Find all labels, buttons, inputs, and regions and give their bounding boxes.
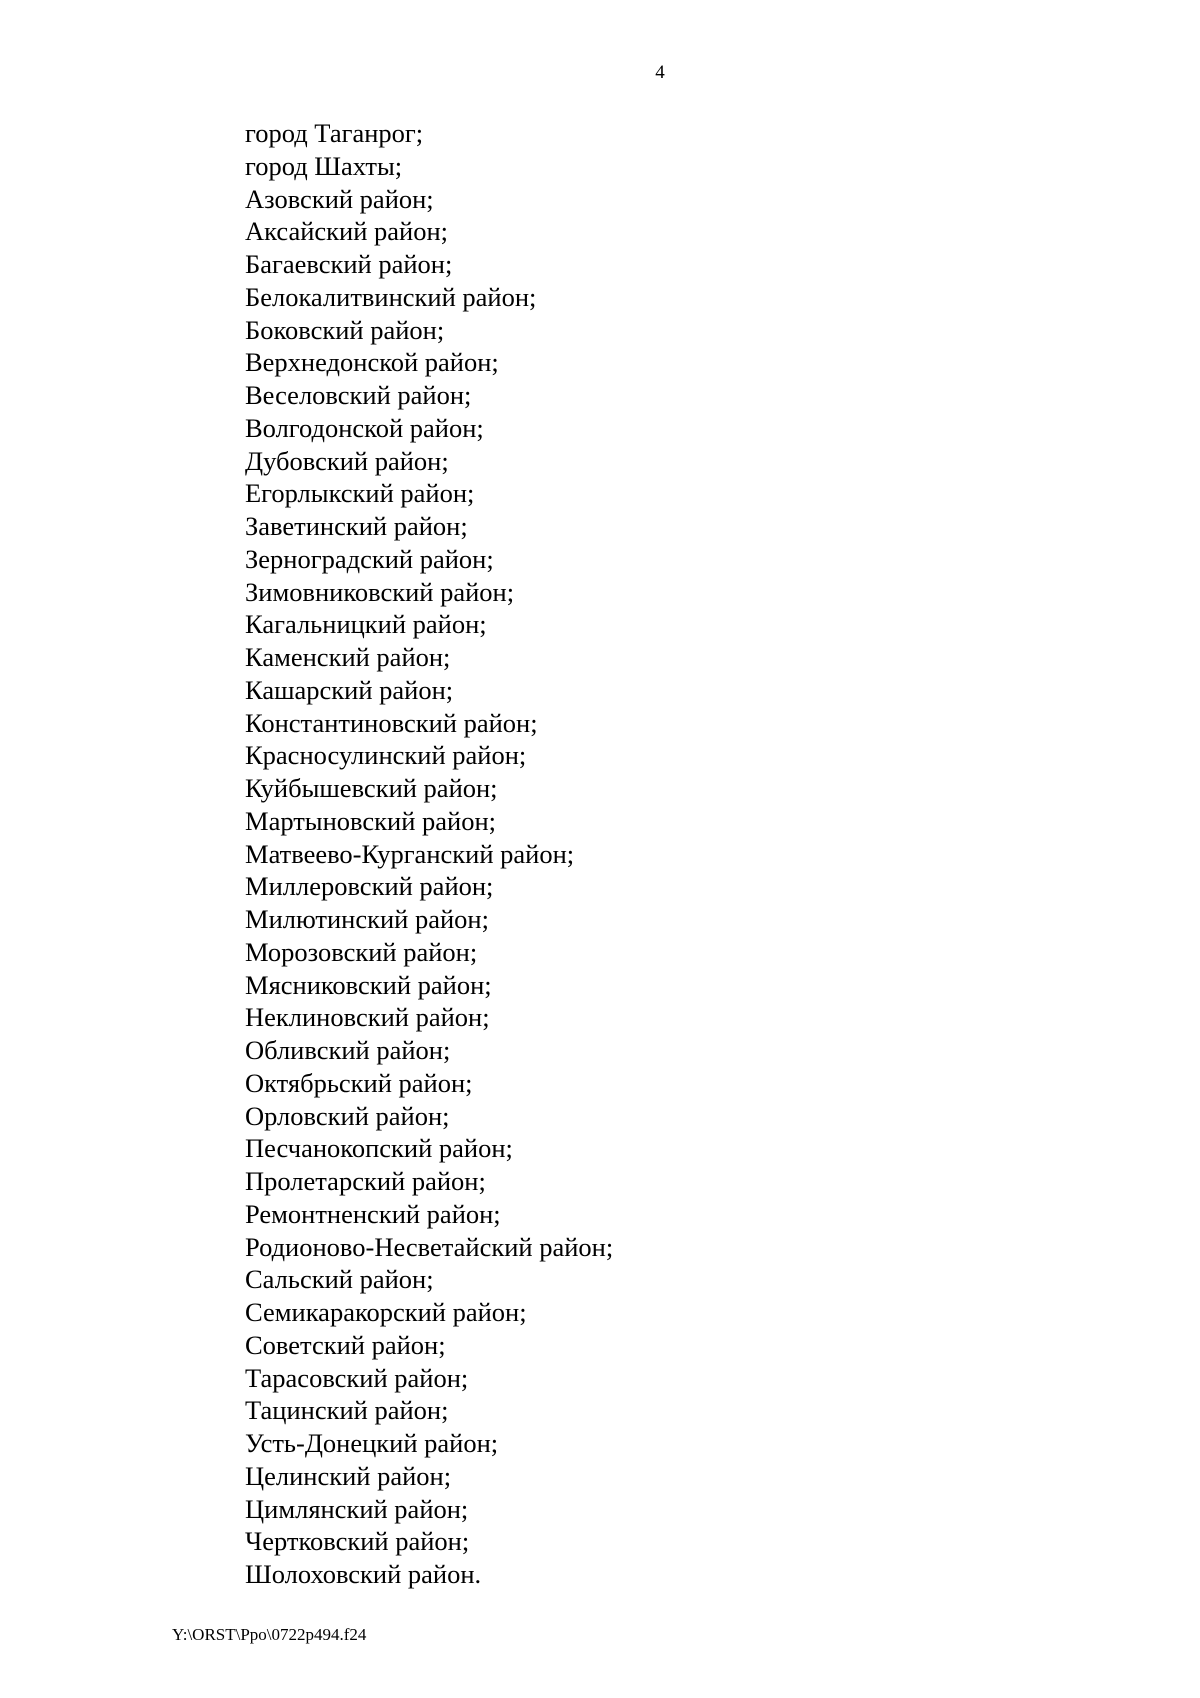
list-item: Веселовский район; [245, 380, 472, 410]
list-item: Багаевский район; [245, 249, 453, 279]
list-item: Кагальницкий район; [245, 609, 487, 640]
list-item: Цимлянский район; [245, 1493, 469, 1524]
list-item: Семикаракорский район; [245, 1297, 527, 1327]
list-item: Егорлыкский район; [245, 478, 475, 509]
list-item: Милютинский район; [245, 904, 489, 934]
list-item: Зерноградский район; [245, 543, 494, 574]
list-item: Дубовский район; [245, 445, 449, 476]
list-item: Обливский район; [245, 1035, 451, 1065]
list-item: Константиновский район; [245, 707, 538, 738]
list-item: Целинский район; [245, 1460, 452, 1491]
list-item: Каменский район; [245, 642, 451, 672]
list-item: Ремонтненский район; [245, 1198, 501, 1229]
list-item: Морозовский район; [245, 936, 478, 967]
list-item: Волгодонской район; [245, 412, 484, 443]
list-item: Октябрьский район; [245, 1067, 473, 1098]
list-item: Родионово-Несветайский район; [245, 1231, 614, 1262]
list-item: Азовский район; [245, 183, 434, 214]
list-item: город Шахты; [245, 150, 403, 181]
page-number: 4 [655, 62, 665, 83]
list-item: Тацинский район; [245, 1395, 449, 1426]
list-item: Красносулинский район; [245, 740, 527, 771]
list-item: Мясниковский район; [245, 969, 492, 1000]
list-item: Аксайский район; [245, 216, 448, 247]
list-item: Орловский район; [245, 1100, 450, 1131]
list-item: Шолоховский район. [245, 1559, 482, 1589]
list-item: Миллеровский район; [245, 871, 494, 902]
list-item: Белокалитвинский район; [245, 281, 537, 312]
list-item: Зимовниковский район; [245, 576, 515, 607]
list-item: Матвеево-Курганский район; [245, 838, 575, 869]
list-item: Кашарский район; [245, 674, 454, 705]
list-item: Заветинский район; [245, 511, 468, 541]
list-item: Сальский район; [245, 1264, 434, 1295]
list-item: Куйбышевский район; [245, 773, 498, 803]
list-item: Усть-Донецкий район; [245, 1428, 499, 1458]
list-item: Песчанокопский район; [245, 1133, 513, 1164]
list-item: Неклиновский район; [245, 1002, 490, 1033]
footer-file-path: Y:\ORST\Ppo\0722p494.f24 [172, 1625, 367, 1644]
list-item: Пролетарский район; [245, 1166, 486, 1196]
district-list [245, 117, 613, 1591]
list-item: Боковский район; [245, 314, 445, 345]
list-item: Верхнедонской район; [245, 347, 499, 378]
list-item: город Таганрог; [245, 118, 424, 148]
list-item: Советский район; [245, 1329, 446, 1360]
list-item: Мартыновский район; [245, 805, 497, 836]
list-item: Чертковский район; [245, 1526, 470, 1557]
list-item: Тарасовский район; [245, 1362, 469, 1393]
